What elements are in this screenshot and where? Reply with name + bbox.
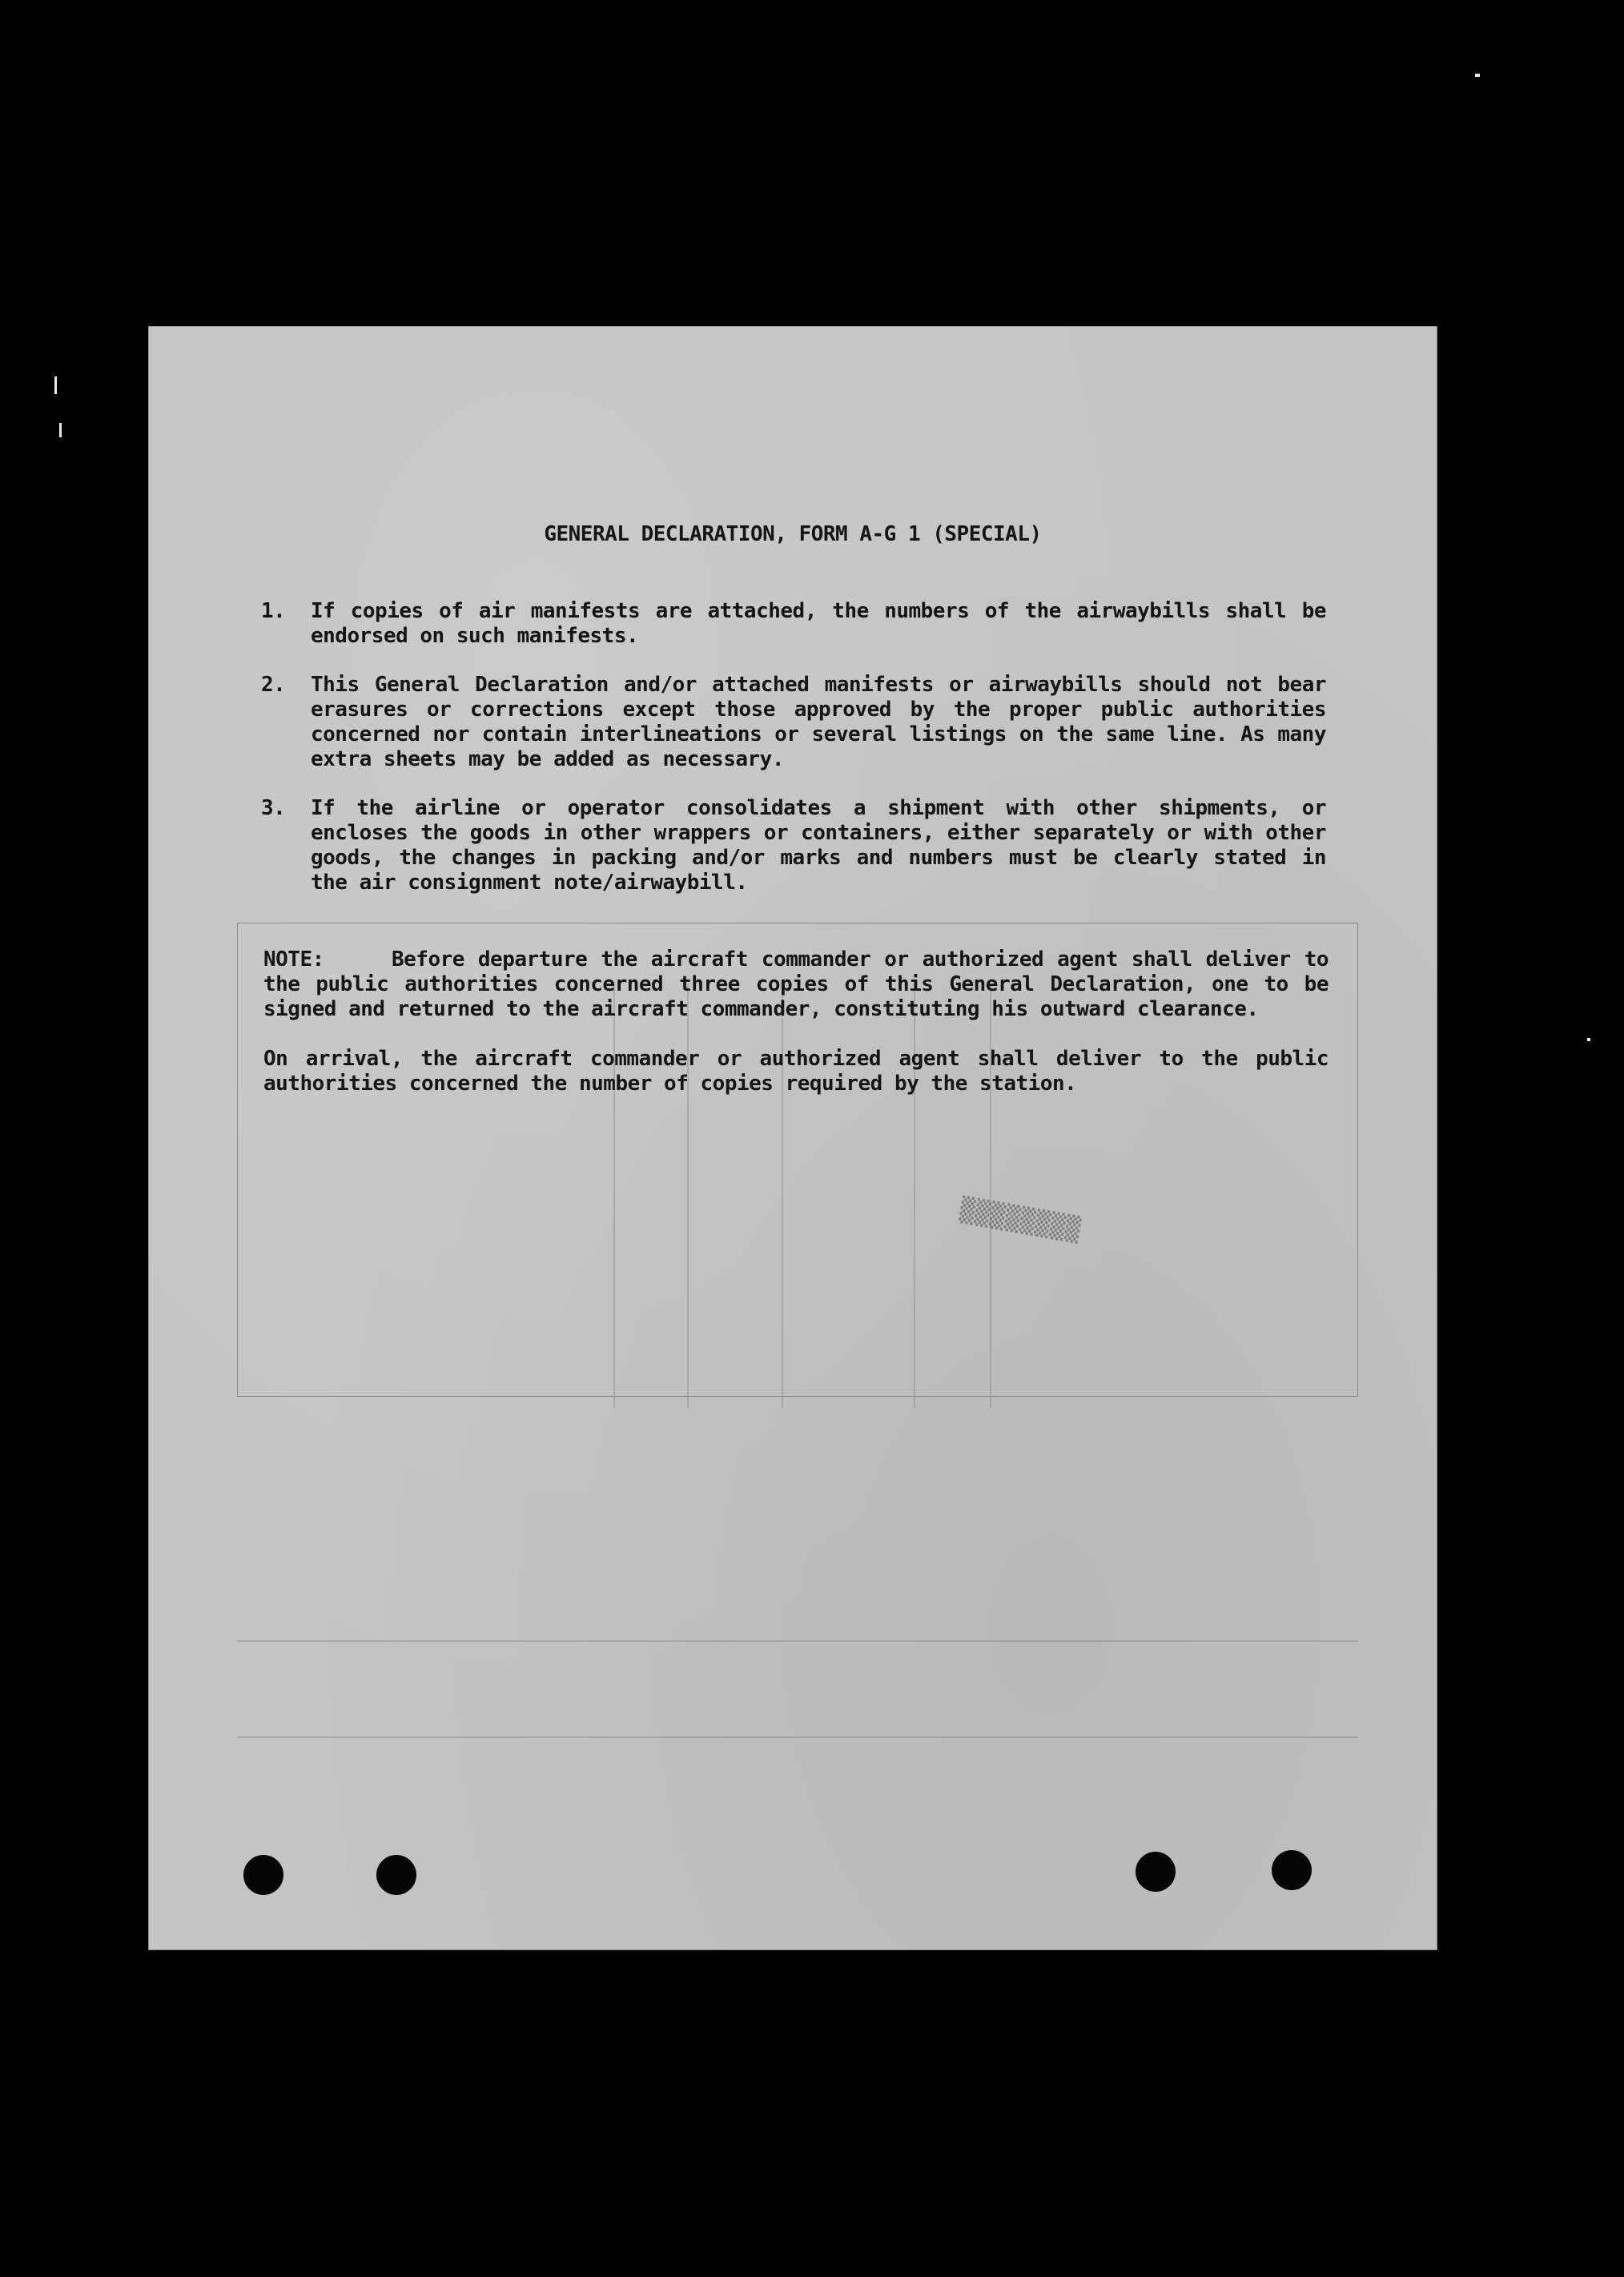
item-text: This General Declaration and/or attached manifests or airwaybills should not bear erasures or corrections except those approved by the proper public authorities concerned nor contain interlineations or several listings on the same line. As many extra sheets may be added as necessary. <box>311 673 1326 771</box>
scan-speck <box>54 376 57 394</box>
punch-hole <box>1272 1850 1312 1890</box>
item-number: 3. <box>261 796 286 820</box>
note-paragraph <box>263 947 1329 1022</box>
list-item <box>261 796 1326 895</box>
faint-stamp-mark: ▒▒▒▒▒▒▒▒ <box>958 1196 1083 1245</box>
scan-speck <box>59 423 62 437</box>
note-label: NOTE: <box>263 947 324 972</box>
document-title: GENERAL DECLARATION, FORM A-G 1 (SPECIAL) <box>544 522 1042 546</box>
list-item <box>261 599 1326 649</box>
bleed-through-line <box>237 1736 1358 1738</box>
note-paragraph-text: Before departure the aircraft commander or authorized agent shall deliver to the public authorities concerned three copies of this General Declaration, one to be signed and returned to the aircraft commander, constituting his outward clearance. <box>263 947 1329 1021</box>
note-paragraph: On arrival, the aircraft commander or authorized agent shall deliver to the public authorities concerned the number of copies required by the station. <box>263 1047 1329 1096</box>
note-content <box>263 947 1329 1121</box>
punch-hole <box>1136 1852 1176 1892</box>
list-item <box>261 673 1326 772</box>
punch-hole <box>243 1855 283 1895</box>
item-text: If copies of air manifests are attached, the numbers of the airwaybills shall be endorsed on such manifests. <box>311 599 1326 648</box>
bleed-through-line <box>237 1640 1358 1642</box>
scan-speck <box>1475 74 1480 77</box>
item-number: 2. <box>261 673 286 697</box>
note-box <box>237 923 1358 1397</box>
punch-hole <box>376 1855 416 1895</box>
item-text: If the airline or operator consolidates a shipment with other shipments, or encloses the goods in other wrappers or containers, either separately or with other goods, the changes in packing and/or marks and numbers must be clearly stated in the air consignment note/airwaybill. <box>311 796 1326 895</box>
item-number: 1. <box>261 599 286 623</box>
scan-speck <box>1587 1038 1590 1041</box>
instruction-list <box>261 599 1326 919</box>
document-page <box>149 327 1437 1949</box>
